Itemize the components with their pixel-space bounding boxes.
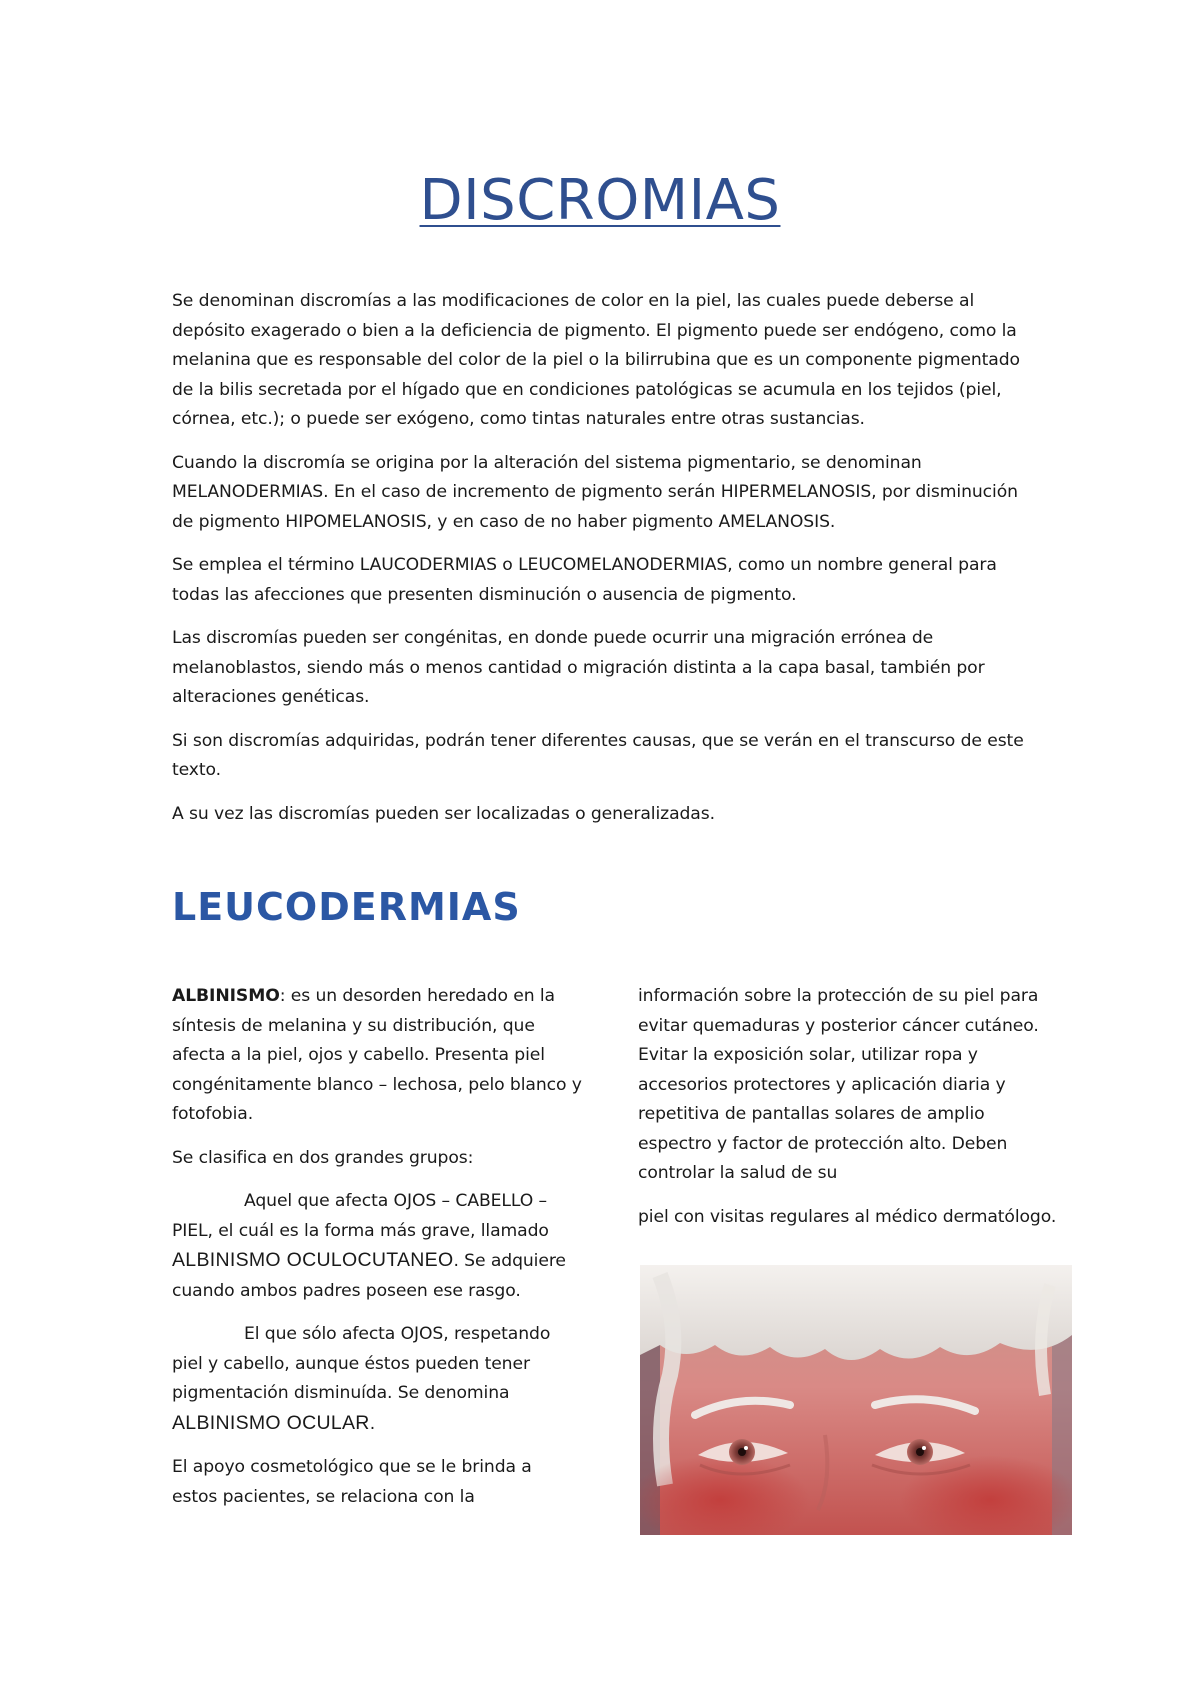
group2-text-after: . bbox=[369, 1413, 376, 1434]
group2-text: El que sólo afecta OJOS, respetando piel y cabello, aunque éstos pueden tener pigmentación disminuída. Se denomina bbox=[172, 1324, 551, 1403]
groups-intro: Se clasifica en dos grandes grupos: bbox=[172, 1147, 474, 1168]
intro-section bbox=[172, 287, 1032, 843]
group1-text: Aquel que afecta OJOS – CABELLO – PIEL, el cuál es la forma más grave, llamado bbox=[172, 1191, 549, 1241]
albinismo-definition: : es un desorden heredado en la síntesis de melanina y su distribución, que afecta a la piel, ojos y cabello. Presenta piel congénitamente blanco – lechosa, pelo blanco y fotofobia. bbox=[172, 986, 582, 1124]
section-heading: LEUCODERMIAS bbox=[172, 885, 521, 929]
group1-text-after: . Se adquiere cuando ambos padres poseen ese rasgo. bbox=[172, 1251, 566, 1301]
support-paragraph: El apoyo cosmetológico que se le brinda a estos pacientes, se relaciona con la bbox=[172, 1457, 532, 1507]
dermatologist-paragraph: piel con visitas regulares al médico dermatólogo. bbox=[638, 1206, 1057, 1227]
group-oculocutaneo bbox=[172, 1187, 582, 1306]
page-title: DISCROMIAS bbox=[419, 168, 781, 233]
albinism-photo bbox=[640, 1265, 1072, 1535]
albinismo-paragraph bbox=[172, 982, 582, 1130]
intro-paragraph: Las discromías pueden ser congénitas, en donde puede ocurrir una migración errónea de melanoblastos, siendo más o menos cantidad o migración distinta a la capa basal, también por alteraciones genéticas. bbox=[172, 628, 985, 707]
group1-name: ALBINISMO OCULOCUTANEO bbox=[172, 1249, 454, 1271]
left-column bbox=[172, 982, 582, 1526]
intro-paragraph: Si son discromías adquiridas, podrán tener diferentes causas, que se verán en el transcurso de este texto. bbox=[172, 730, 1024, 780]
albinismo-term: ALBINISMO bbox=[172, 986, 280, 1006]
protection-paragraph: información sobre la protección de su piel para evitar quemaduras y posterior cáncer cutáneo. Evitar la exposición solar, utilizar ropa y accesorios protectores y aplicación diaria y repetitiva de pantallas solares de amplio espectro y factor de protección alto. Deben controlar la salud de su bbox=[638, 986, 1039, 1183]
intro-paragraph: A su vez las discromías pueden ser localizadas o generalizadas. bbox=[172, 803, 715, 824]
intro-paragraph: Se emplea el término LAUCODERMIAS o LEUCOMELANODERMIAS, como un nombre general para todas las afecciones que presenten disminución o ausencia de pigmento. bbox=[172, 555, 997, 605]
intro-paragraph: Cuando la discromía se origina por la alteración del sistema pigmentario, se denominan MELANODERMIAS. En el caso de incremento de pigmento serán HIPERMELANOSIS, por disminución de pigmento HIPOMELANOSIS, y en caso de no haber pigmento AMELANOSIS. bbox=[172, 452, 1018, 532]
group2-name: ALBINISMO OCULAR bbox=[172, 1411, 370, 1434]
group-ocular bbox=[172, 1320, 582, 1439]
right-column bbox=[638, 982, 1058, 1246]
intro-paragraph: Se denominan discromías a las modificaciones de color en la piel, las cuales puede deberse al depósito exagerado o bien a la deficiencia de pigmento. El pigmento puede ser endógeno, como la melanina que es responsable del color de la piel o la bilirrubina que es un componente pigmentado de la bilis secretada por el hígado que en condiciones patológicas se acumula en los tejidos (piel, córnea, etc.); o puede ser exógeno, como tintas naturales entre otras sustancias. bbox=[172, 291, 1020, 429]
albinism-face-illustration bbox=[640, 1265, 1072, 1535]
